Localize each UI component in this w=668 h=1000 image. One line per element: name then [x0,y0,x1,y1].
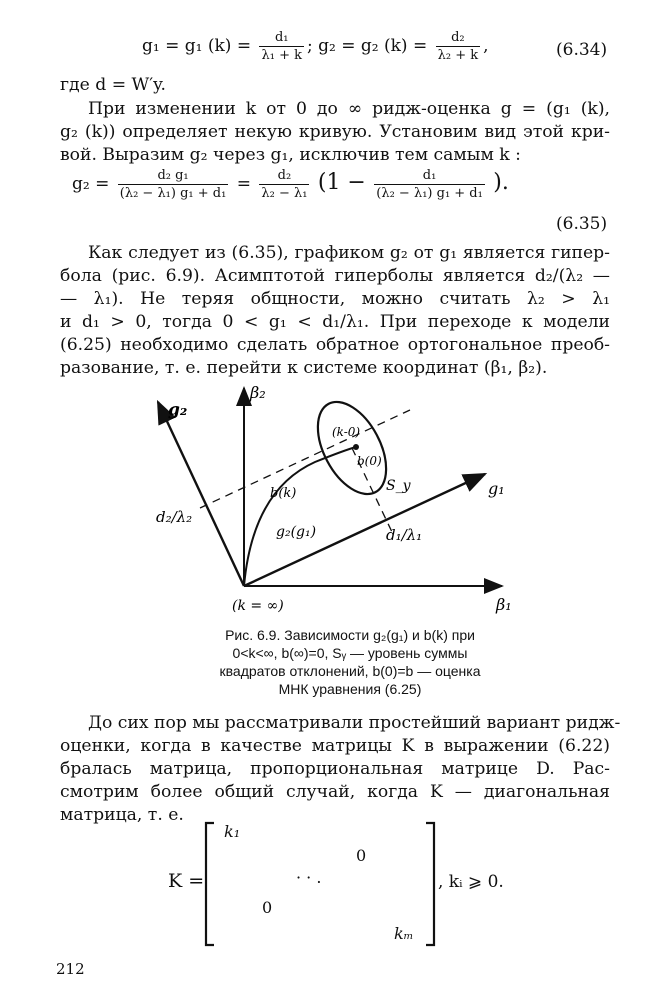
label-k0: (k-0) [332,425,361,439]
matrix-lhs: K = [168,870,205,892]
caption-line-1: Рис. 6.9. Зависимости g₂(g₁) и b(k) при [225,627,475,643]
eq634-sep: ; [306,36,313,56]
para1-line-3: вой. Выразим g₂ через g₁, исключив тем самым k : [60,145,521,165]
para1-line-1: При изменении k от 0 до ∞ ридж-оценка g = (g₁ (k), [88,99,610,119]
para2-line-3: — λ₁). Не теряя общности, можно считать λ₂ > λ₁ [60,289,610,309]
eq635-number: (6.35) [556,214,608,234]
matrix-k1: k₁ [224,822,241,841]
para3-line-3: бралась матрица, пропорциональная матрице D. Рас- [60,759,610,779]
caption-line-4: МНК уравнения (6.25) [278,681,422,697]
matrix-km: kₘ [394,924,414,943]
caption-line-3: квадратов отклонений, b(0)=b — оценка [219,663,481,679]
eq635-eq: = [236,174,251,194]
eq634-num2: d₂ [436,30,481,47]
label-g2-axis: g₂ [168,400,188,420]
eq634-den1: λ₁ + k [261,48,302,63]
caption-line-2: 0<k<∞, b(∞)=0, Sᵧ — уровень суммы [232,645,468,661]
hyperbola-curve [244,447,356,586]
eq635-num1: d₂ g₁ [118,168,229,185]
matrix-condition: , kᵢ ⩾ 0. [438,872,504,892]
para3-line-5: матрица, т. е. [60,805,184,825]
para2-line-1: Как следует из (6.35), графиком g₂ от g₁ является гипер- [88,243,610,263]
label-asymptote: d₂/λ₂ [156,508,193,526]
para3-line-4: смотрим более общий случай, когда K — диагональная [60,782,610,802]
para1-line-2: g₂ (k)) определяет некую кривую. Установим вид этой кри- [60,122,610,142]
eq634-number: (6.34) [556,40,608,60]
b0-point [353,444,359,450]
page-number: 212 [56,960,85,978]
label-beta2: β₂ [250,383,266,402]
para2-line-6: разование, т. е. перейти к системе координат (β₁, β₂). [60,358,548,378]
para2-line-4: и d₁ > 0, тогда 0 < g₁ < d₁/λ₁. При переходе к модели [60,312,610,332]
para3-line-2: оценки, когда в качестве матрицы K в выражении (6.22) [60,736,610,756]
label-origin: (k = ∞) [232,598,284,614]
label-bk: b(k) [270,486,297,501]
eq634-lhs2: g₂ = g₂ (k) = [318,36,428,56]
para2-line-5: (6.25) необходимо сделать обратное ортогональное преоб- [60,335,610,355]
label-curve: g₂(g₁) [276,524,317,540]
eq635-lhs: g₂ = [72,174,110,194]
eq635-num2: d₂ [259,168,309,185]
label-g1-axis: g₁ [488,479,505,498]
eq635-den1: (λ₂ − λ₁) g₁ + d₁ [119,186,227,201]
label-beta1: β₁ [496,595,512,614]
eq635-den3: (λ₂ − λ₁) g₁ + d₁ [376,186,483,201]
label-sy: S_y [386,478,411,494]
eq635-paren-open: (1 − [317,170,366,195]
eq634-tail: , [483,36,489,56]
eq635-num3: d₁ [374,168,485,185]
para3-line-1: До сих пор мы рассматривали простейший вариант ридж- [88,713,621,733]
eq634-den2: λ₂ + k [437,48,479,63]
eq634-num1: d₁ [259,30,304,47]
label-d1: d₁/λ₁ [386,526,423,544]
eq635-den2: λ₂ − λ₁ [261,186,308,201]
para2-line-2: бола (рис. 6.9). Асимптотой гиперболы является d₂/(λ₂ — [60,266,610,286]
label-b0: b(0) [357,454,382,468]
matrix-dots: · · . [296,868,322,887]
eq634-lhs1: g₁ = g₁ (k) = [142,36,252,56]
figure-caption [150,626,550,698]
where-line: где d = W′y. [60,75,167,95]
matrix-zero-bottom: 0 [262,898,273,917]
matrix-zero-top: 0 [356,846,367,865]
eq635-paren-close: ). [493,170,509,195]
